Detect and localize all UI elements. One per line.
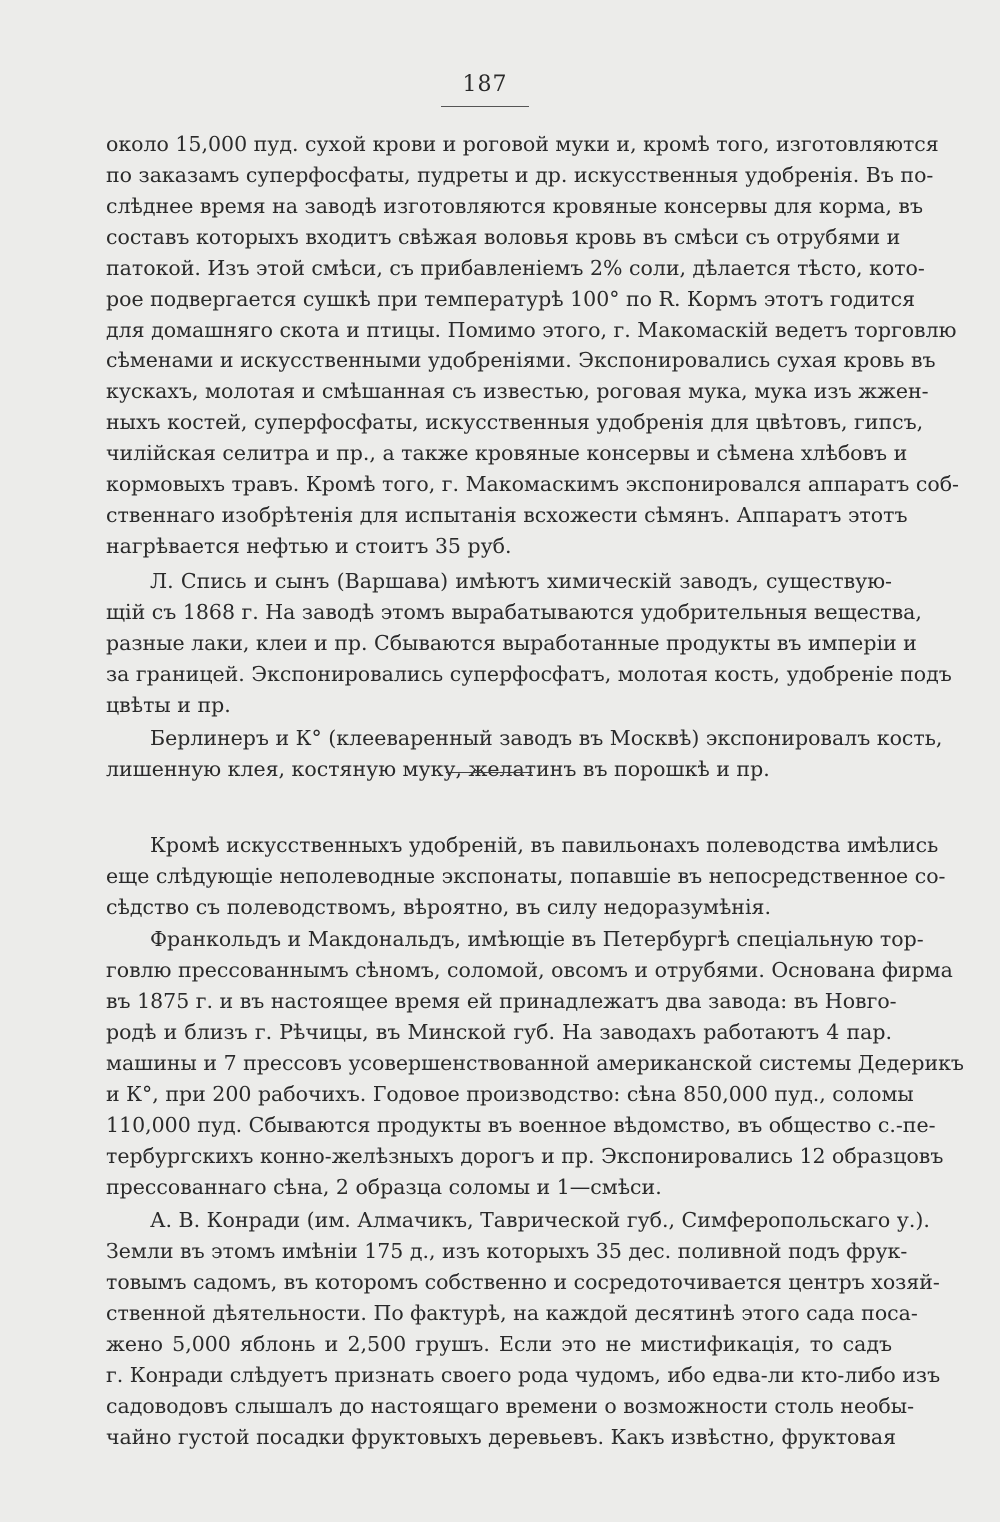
text-line: говлю прессованнымъ сѣномъ, соломой, овсомъ и отрубями. Основана фирма (106, 958, 953, 982)
text-line: еще слѣдующіе неполеводные экспонаты, попавшіе въ непосредственное со- (106, 864, 946, 888)
text-line: Земли въ этомъ имѣніи 175 д., изъ которыхъ 35 дес. поливной подъ фрук- (106, 1239, 908, 1263)
text-line: рое подвергается сушкѣ при температурѣ 100° по R. Кормъ этотъ годится (106, 287, 916, 311)
text-line: составъ которыхъ входитъ свѣжая воловья кровь въ смѣси съ отрубями и (106, 225, 901, 249)
text-line: Кромѣ искусственныхъ удобреній, въ павильонахъ полеводства имѣлись (150, 833, 939, 857)
text-line: машины и 7 прессовъ усовершенствованной американской системы Дедерикъ (106, 1051, 964, 1075)
page-number: 187 (462, 72, 508, 97)
text-line: чайно густой посадки фруктовыхъ деревьевъ. Какъ извѣстно, фруктовая (106, 1425, 897, 1449)
text-line: Берлинеръ и К° (клееваренный заводъ въ Москвѣ) экспонировалъ кость, (150, 726, 943, 750)
text-line: 110,000 пуд. Сбываются продукты въ военное вѣдомство, въ общество с.-пе- (106, 1113, 936, 1137)
text-line: ныхъ костей, суперфосфаты, искусственныя удобренія для цвѣтовъ, гипсъ, (106, 410, 924, 434)
text-line: родѣ и близъ г. Рѣчицы, въ Минской губ. На заводахъ работаютъ 4 пар. (106, 1020, 892, 1044)
text-line: разные лаки, клеи и пр. Сбываются выработанные продукты въ имперіи и (106, 631, 917, 655)
text-line: сѣменами и искусственными удобреніями. Экспонировались сухая кровь въ (106, 348, 936, 372)
text-line: сѣдство съ полеводствомъ, вѣроятно, въ силу недоразумѣнія. (106, 895, 771, 919)
text-line: щій съ 1868 г. На заводѣ этомъ вырабатываются удобрительныя вещества, (106, 600, 922, 624)
text-line: и К°, при 200 рабочихъ. Годовое производство: сѣна 850,000 пуд., соломы (106, 1082, 914, 1106)
text-line: тербургскихъ конно-желѣзныхъ дорогъ и пр. Экспонировались 12 образцовъ (106, 1144, 944, 1168)
text-line: для домашняго скота и птицы. Помимо этого, г. Макомаскій ведетъ торговлю (106, 318, 957, 342)
section-divider (446, 772, 532, 773)
text-line: чилійская селитра и пр., а также кровяные консервы и сѣмена хлѣбовъ и (106, 441, 908, 465)
text-line: кормовыхъ травъ. Кромѣ того, г. Макомаскимъ экспонировался аппаратъ соб- (106, 472, 959, 496)
text-line: цвѣты и пр. (106, 693, 231, 717)
text-line: ственнаго изобрѣтенія для испытанія всхожести сѣмянъ. Аппаратъ этотъ (106, 503, 908, 527)
text-line: кускахъ, молотая и смѣшанная съ известью, роговая мука, мука изъ жжен- (106, 379, 929, 403)
text-line: около 15,000 пуд. сухой крови и роговой муки и, кромѣ того, изготовляются (106, 132, 939, 156)
text-line: Л. Спись и сынъ (Варшава) имѣютъ химическій заводъ, существую- (150, 569, 892, 593)
text-line: патокой. Изъ этой смѣси, съ прибавленіемъ 2% соли, дѣлается тѣсто, кото- (106, 256, 925, 280)
text-line: въ 1875 г. и въ настоящее время ей принадлежатъ два завода: въ Новго- (106, 989, 897, 1013)
text-line: Франкольдъ и Макдональдъ, имѣющіе въ Петербургѣ спеціальную тор- (150, 927, 924, 951)
text-line: прессованнаго сѣна, 2 образца соломы и 1—смѣси. (106, 1175, 662, 1199)
text-line: лишенную клея, костяную муку, желатинъ въ порошкѣ и пр. (106, 757, 770, 781)
text-line: садоводовъ слышалъ до настоящаго времени о возможности столь необы- (106, 1394, 915, 1418)
text-line: товымъ садомъ, въ которомъ собственно и сосредоточивается центръ хозяй- (106, 1270, 940, 1294)
text-line: по заказамъ суперфосфаты, пудреты и др. искусственныя удобренія. Въ по- (106, 163, 934, 187)
text-line: г. Конради слѣдуетъ признать своего рода чудомъ, ибо едва-ли кто-либо изъ (106, 1363, 941, 1387)
text-line: жено 5,000 яблонь и 2,500 грушъ. Если это не мистификація, то садъ (106, 1332, 892, 1356)
header-rule (441, 106, 529, 107)
text-line: за границей. Экспонировались суперфосфатъ, молотая кость, удобреніе подъ (106, 662, 952, 686)
text-line: нагрѣвается нефтью и стоитъ 35 руб. (106, 534, 512, 558)
text-line: А. В. Конради (им. Алмачикъ, Таврической губ., Симферопольскаго у.). (150, 1208, 930, 1232)
text-line: ственной дѣятельности. По фактурѣ, на каждой десятинѣ этого сада поса- (106, 1301, 918, 1325)
text-line: слѣднее время на заводѣ изготовляются кровяные консервы для корма, въ (106, 194, 923, 218)
